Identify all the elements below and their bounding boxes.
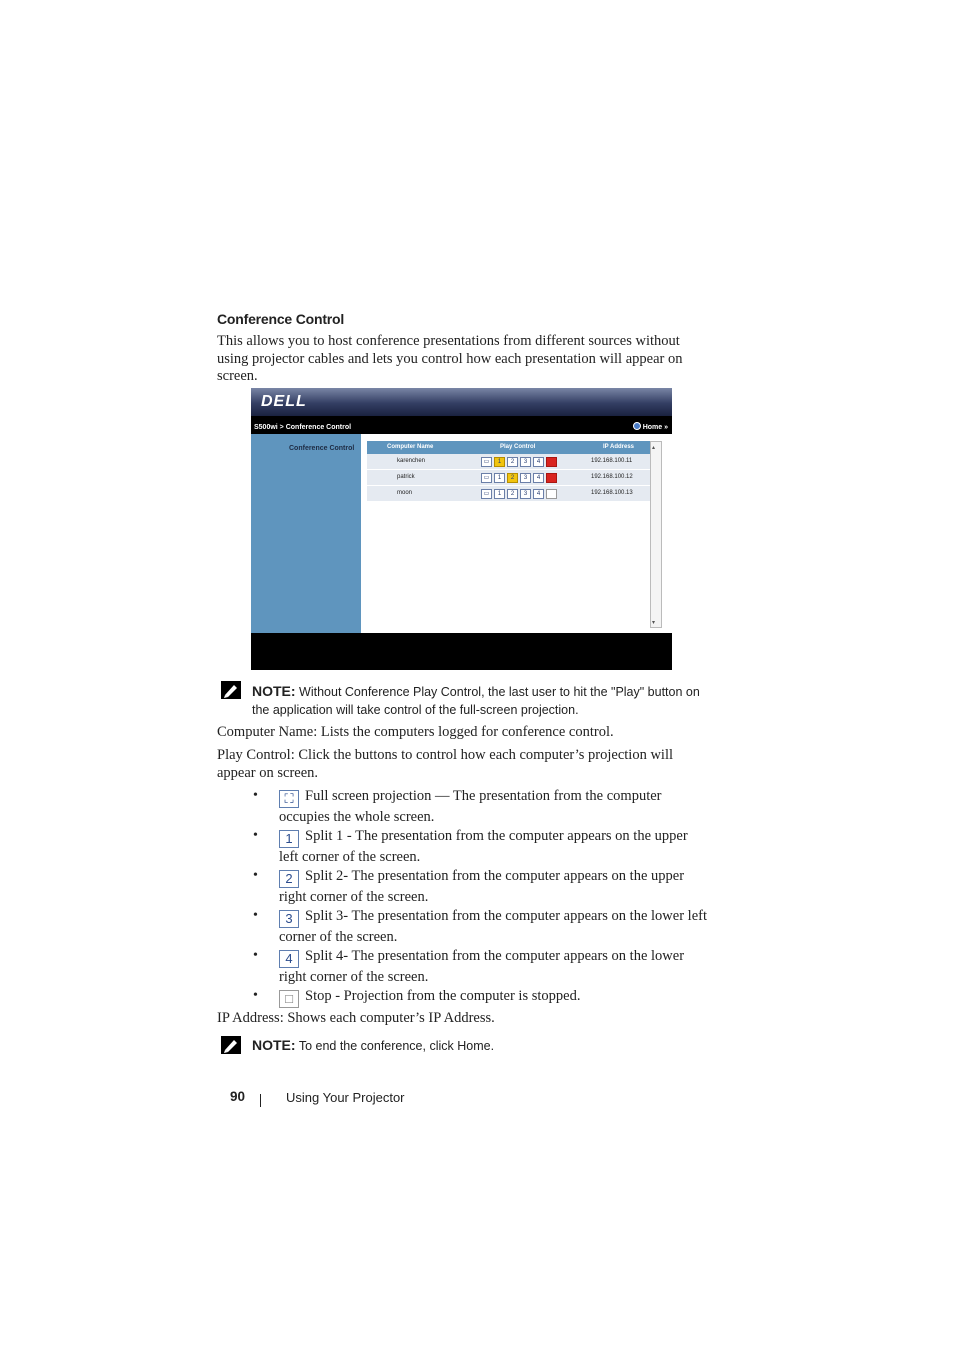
split-1-icon: 1: [279, 830, 299, 848]
table-row: [367, 486, 650, 502]
home-reference: Home: [457, 1039, 491, 1053]
home-link-label: Home »: [642, 424, 668, 431]
ip-address: 192.168.100.13: [591, 490, 633, 496]
definition: : Lists the computers logged for conference control.: [313, 724, 614, 740]
list-item: [279, 787, 709, 826]
play-control: [481, 457, 559, 466]
list-item: [279, 947, 709, 986]
sidebar-item-conference-control[interactable]: Conference Control: [289, 445, 355, 452]
vertical-scrollbar[interactable]: [650, 441, 662, 628]
conference-control-screenshot: [251, 388, 672, 670]
table-row: [367, 454, 650, 470]
note-pencil-icon: [221, 1036, 241, 1054]
table-header: [367, 441, 650, 454]
list-item: [279, 827, 709, 866]
stop-icon: □: [279, 990, 299, 1008]
table-row: [367, 470, 650, 486]
definition: : Click the buttons to control how each computer’s projection will appear on screen.: [217, 747, 674, 781]
split-2-icon: 2: [279, 870, 299, 888]
footer-divider: [260, 1094, 261, 1107]
ip-address-definition: [217, 1010, 707, 1028]
computer-name: karenchen: [397, 458, 426, 464]
stop-button[interactable]: [546, 457, 557, 467]
play-control-definition: [217, 747, 707, 782]
note-text: Without Conference Play Control, the last user to hit the "Play" button on the application will take control of the full-screen projection.: [252, 685, 700, 717]
page-number: 90: [230, 1089, 246, 1104]
computer-name-definition: [217, 724, 707, 742]
split-3-icon: 3: [279, 910, 299, 928]
home-link[interactable]: [633, 421, 668, 434]
definition: : Shows each computer’s IP Address.: [279, 1010, 495, 1026]
list-item-text: Split 3- The presentation from the computer appears on the lower left corner of the screen.: [279, 908, 707, 945]
screenshot-footer-bar: [251, 633, 672, 670]
footer-section-title: Using Your Projector: [286, 1090, 405, 1105]
bullet: •: [253, 788, 258, 803]
column-header-play-control: Play Control: [500, 444, 536, 450]
split-2-button[interactable]: 2: [507, 473, 518, 483]
ip-address: 192.168.100.12: [591, 474, 633, 480]
dell-banner: [251, 388, 672, 416]
full-screen-button[interactable]: ▭: [481, 489, 492, 499]
column-header-ip-address: IP Address: [603, 444, 635, 450]
list-item-text: Full screen projection — The presentation from the computer occupies the whole screen.: [279, 788, 662, 825]
full-screen-button[interactable]: ▭: [481, 457, 492, 467]
split-4-icon: 4: [279, 950, 299, 968]
breadcrumb-bar: [251, 421, 672, 434]
stop-button[interactable]: [546, 473, 557, 483]
play-control: [481, 489, 559, 498]
scroll-down-icon[interactable]: ▾: [652, 620, 656, 626]
ip-address: 192.168.100.11: [591, 458, 633, 464]
term: Play Control: [217, 747, 291, 763]
sidebar: [251, 434, 361, 633]
split-4-button[interactable]: 4: [533, 489, 544, 499]
term: Computer Name: [217, 724, 314, 740]
note-pencil-icon: [221, 681, 241, 699]
stop-button[interactable]: [546, 489, 557, 499]
conference-table: [367, 441, 650, 502]
section-heading: Conference Control: [217, 311, 345, 327]
bullet: •: [253, 948, 258, 963]
bullet: •: [253, 868, 258, 883]
computer-name: patrick: [397, 474, 415, 480]
list-item-text: Stop - Projection from the computer is stopped.: [305, 988, 581, 1004]
scroll-up-icon[interactable]: ▴: [652, 445, 656, 451]
split-1-button[interactable]: 1: [494, 473, 505, 483]
full-screen-button[interactable]: ▭: [481, 473, 492, 483]
list-item-text: Split 4- The presentation from the computer appears on the lower right corner of the screen.: [279, 948, 685, 985]
note-label: NOTE:: [252, 683, 296, 699]
note-end-conference: [252, 1037, 712, 1056]
bullet: •: [253, 828, 258, 843]
list-item: [279, 987, 709, 1008]
split-3-button[interactable]: 3: [520, 473, 531, 483]
bullet: •: [253, 908, 258, 923]
list-item: [279, 907, 709, 946]
split-4-button[interactable]: 4: [533, 457, 544, 467]
list-item-text: Split 1 - The presentation from the computer appears on the upper left corner of the screen.: [279, 828, 688, 865]
play-control: [481, 473, 559, 482]
note-label: NOTE:: [252, 1037, 296, 1053]
note-without-play-control: [252, 683, 712, 719]
computer-name: moon: [397, 490, 413, 496]
breadcrumb: S500wi > Conference Control: [254, 424, 352, 431]
split-1-button[interactable]: 1: [494, 489, 505, 499]
split-2-button[interactable]: 2: [507, 457, 518, 467]
split-3-button[interactable]: 3: [520, 489, 531, 499]
list-item-text: Split 2- The presentation from the computer appears on the upper right corner of the screen.: [279, 868, 685, 905]
split-3-button[interactable]: 3: [520, 457, 531, 467]
list-item: [279, 867, 709, 906]
full-screen-icon: ⛶: [279, 790, 299, 808]
main-panel: [361, 434, 672, 633]
split-2-button[interactable]: 2: [507, 489, 518, 499]
split-4-button[interactable]: 4: [533, 473, 544, 483]
term: IP Address: [217, 1010, 280, 1026]
note-text: To end the conference, click: [298, 1039, 458, 1053]
dell-logo: DELL: [261, 393, 307, 410]
split-1-button[interactable]: 1: [494, 457, 505, 467]
home-icon: [633, 422, 641, 430]
column-header-computer-name: Computer Name: [387, 444, 434, 450]
intro-paragraph: This allows you to host conference presentations from different sources without using projector cables and lets you control how each presentation will appear on screen.: [217, 333, 683, 384]
bullet: •: [253, 988, 258, 1003]
note-text-end: .: [490, 1039, 495, 1053]
